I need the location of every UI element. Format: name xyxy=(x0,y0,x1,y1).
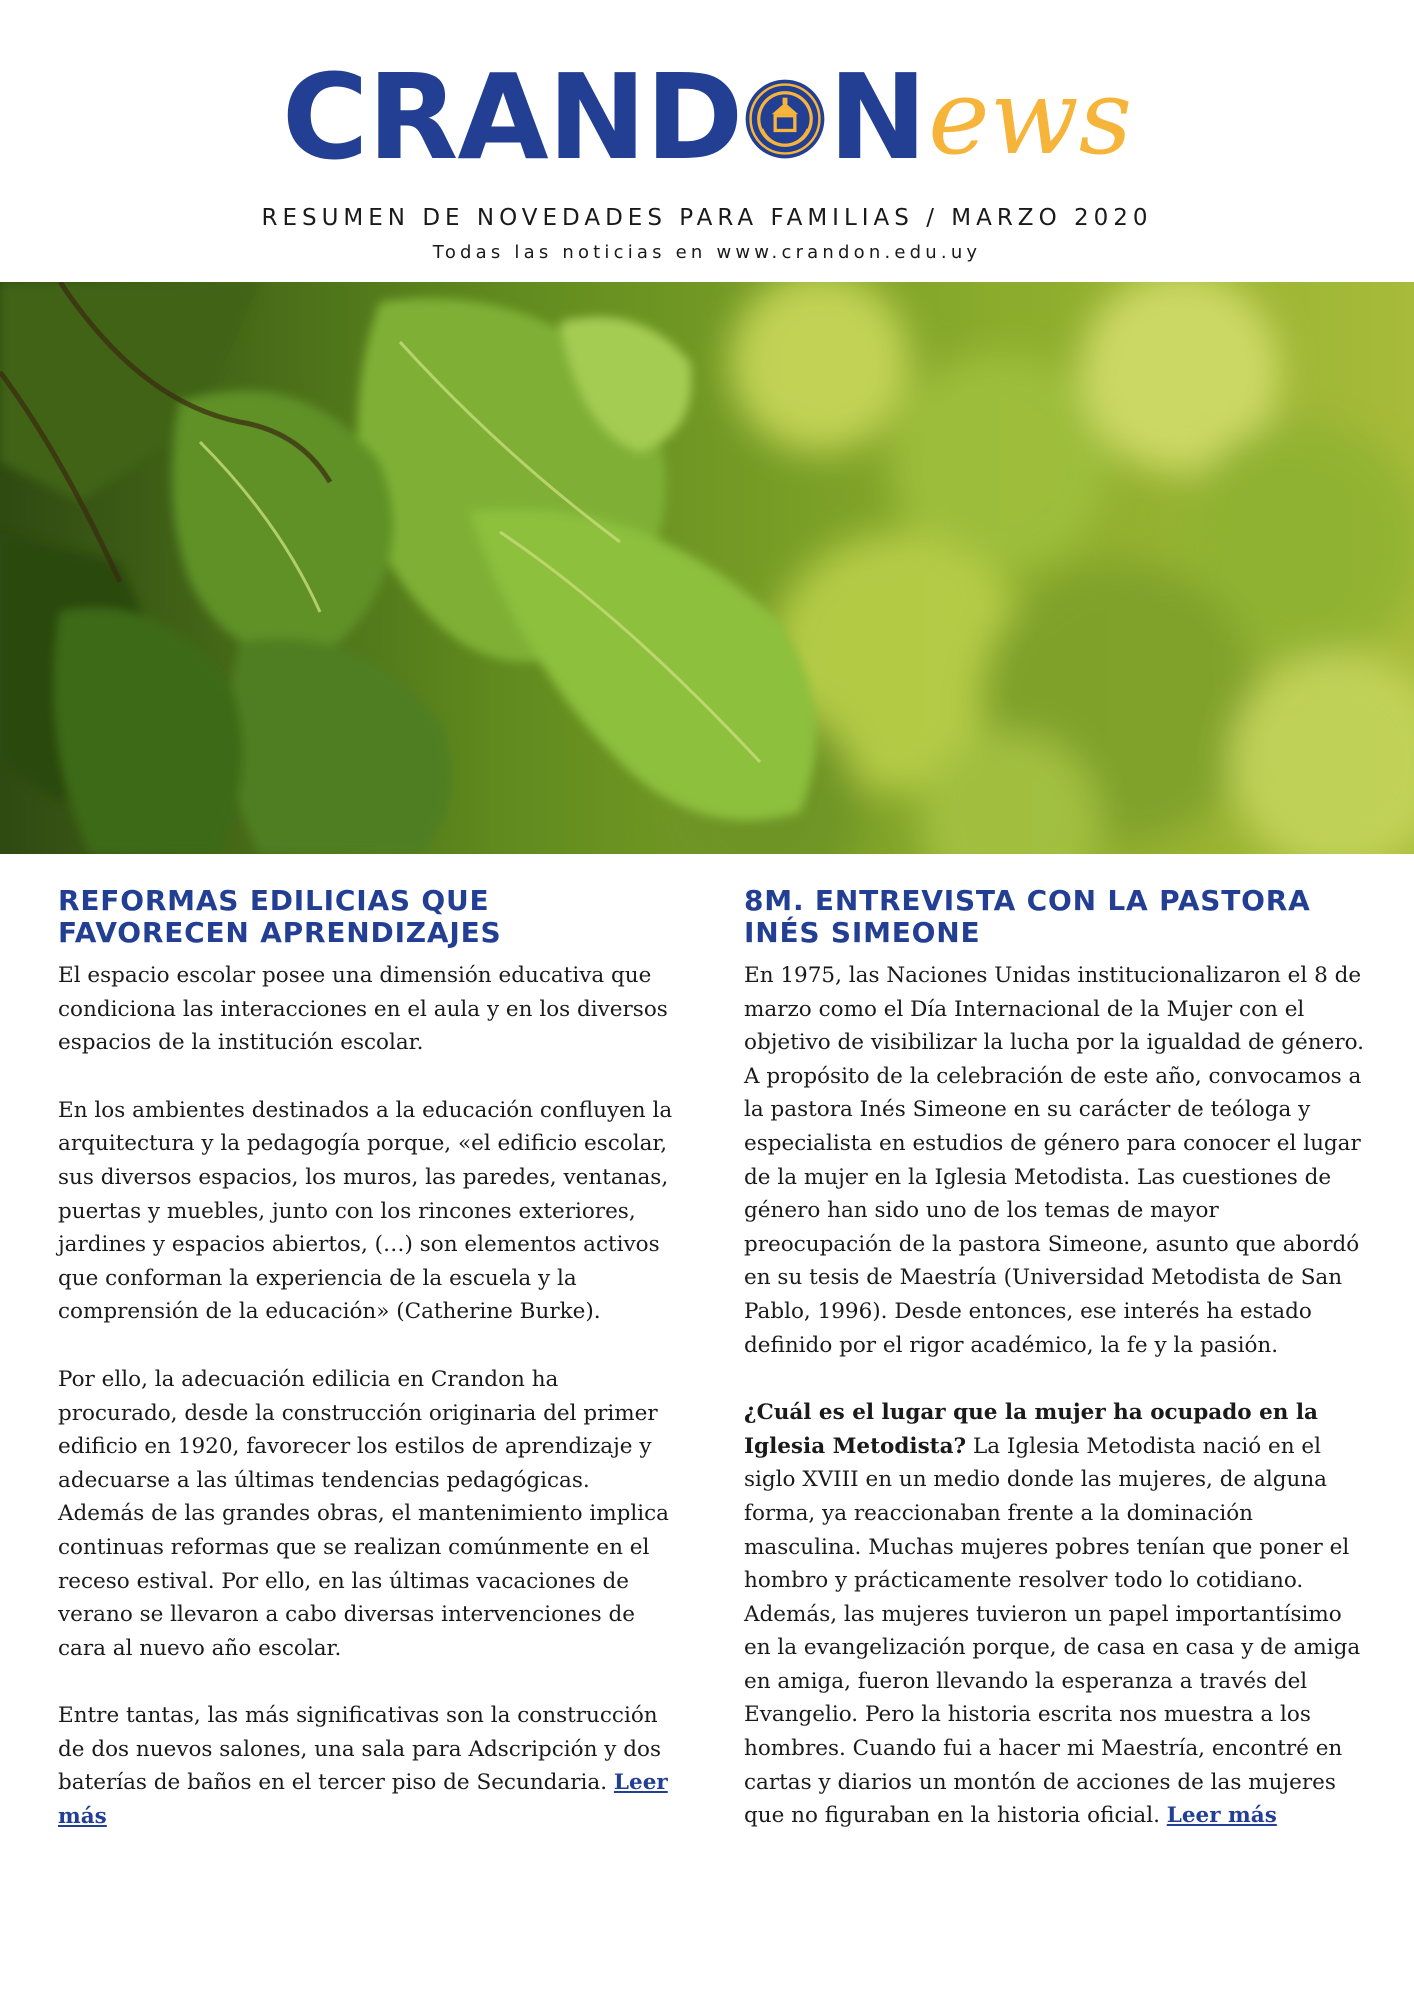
article-title: 8M. ENTREVISTA CON LA PASTORA INÉS SIMEONE xyxy=(744,884,1311,949)
hero-leaves-image xyxy=(0,282,1414,854)
read-more-link[interactable]: Leer más xyxy=(1166,1803,1277,1829)
logo-crand-text: CRAND xyxy=(281,48,743,186)
article-paragraph-text: Entre tantas, las más significativas son la construcción de dos nuevos salones, una sala para Adscripción y dos baterías de baños en el tercer piso de Secundaria. xyxy=(58,1703,661,1796)
crandon-news-logo xyxy=(0,48,1414,186)
article-paragraph: El espacio escolar posee una dimensión educativa que condiciona las interacciones en el aula y en los diversos espacios de la institución escolar. xyxy=(58,963,668,1056)
article-paragraph-last xyxy=(744,1396,1364,1833)
newsletter-subtitle: RESUMEN DE NOVEDADES PARA FAMILIAS / MARZO 2020 xyxy=(261,205,1153,231)
article-paragraph: En los ambientes destinados a la educación confluyen la arquitectura y la pedagogía porque, «el edificio escolar, sus diversos espacios, los muros, las paredes, ventanas, puertas y muebles, junto con los rincones exteriores, jardines y espacios abiertos, (…) son elementos activos que conforman la experiencia de la escuela y la comprensión de la educación» (Catherine Burke). xyxy=(58,1097,673,1325)
logo-n-text: N xyxy=(828,48,927,186)
masthead xyxy=(0,0,1414,282)
logo-ews-text: ews xyxy=(928,56,1133,178)
newsletter-tagline: Todas las noticias en www.crandon.edu.uy xyxy=(432,242,982,263)
read-more-link[interactable]: Leer más xyxy=(58,1770,668,1830)
interview-question: ¿Cuál es el lugar que la mujer ha ocupado en la Iglesia Metodista? xyxy=(744,1400,1318,1459)
leaves-photo-illustration xyxy=(0,282,1414,854)
article-paragraph: En 1975, las Naciones Unidas institucionalizaron el 8 de marzo como el Día Internacional de la Mujer con el objetivo de visibilizar la lucha por la igualdad de género. A propósito de la celebración de este año, convocamos a la pastora Inés Simeone en su carácter de teóloga y especialista en estudios de género para conocer el lugar de la mujer en la Iglesia Metodista. Las cuestiones de género han sido uno de los temas de mayor preocupación de la pastora Simeone, asunto que abordó en su tesis de Maestría (Universidad Metodista de San Pablo, 1996). Desde entonces, ese interés ha estado definido por el rigor académico, la fe y la pasión. xyxy=(744,963,1364,1358)
article-title: REFORMAS EDILICIAS QUE FAVORECEN APRENDIZAJES xyxy=(58,884,502,949)
article-entrevista-simeone xyxy=(744,885,1364,1867)
article-paragraph-last xyxy=(58,1699,678,1833)
article-paragraph: Por ello, la adecuación edilicia en Crandon ha procurado, desde la construcción originaria del primer edificio en 1920, favorecer los estilos de aprendizaje y adecuarse a las últimas tendencias pedagógicas. Además de las grandes obras, el mantenimiento implica continuas reformas que se realizan comúnmente en el receso estival. Por ello, en las últimas vacaciones de verano se llevaron a cabo diversas intervenciones de cara al nuevo año escolar. xyxy=(58,1366,669,1661)
interview-answer: La Iglesia Metodista nació en el siglo XVIII en un medio donde las mujeres, de alguna forma, ya reaccionaban frente a la dominación masculina. Muchas mujeres pobres tenían que poner el hombro y prácticamente resolver todo lo cotidiano. Además, las mujeres tuvieron un papel importantísimo en la evangelización porque, de casa en casa y de amiga en amiga, fueron llevando la esperanza a través del Evangelio. Pero la historia escrita nos muestra a los hombres. Cuando fui a hacer mi Maestría, encontré en cartas y diarios un montón de acciones de las mujeres que no figuraban en la historia oficial. xyxy=(744,1433,1361,1829)
crandon-seal-icon xyxy=(744,78,826,160)
article-reformas-edilicias xyxy=(58,885,678,1868)
